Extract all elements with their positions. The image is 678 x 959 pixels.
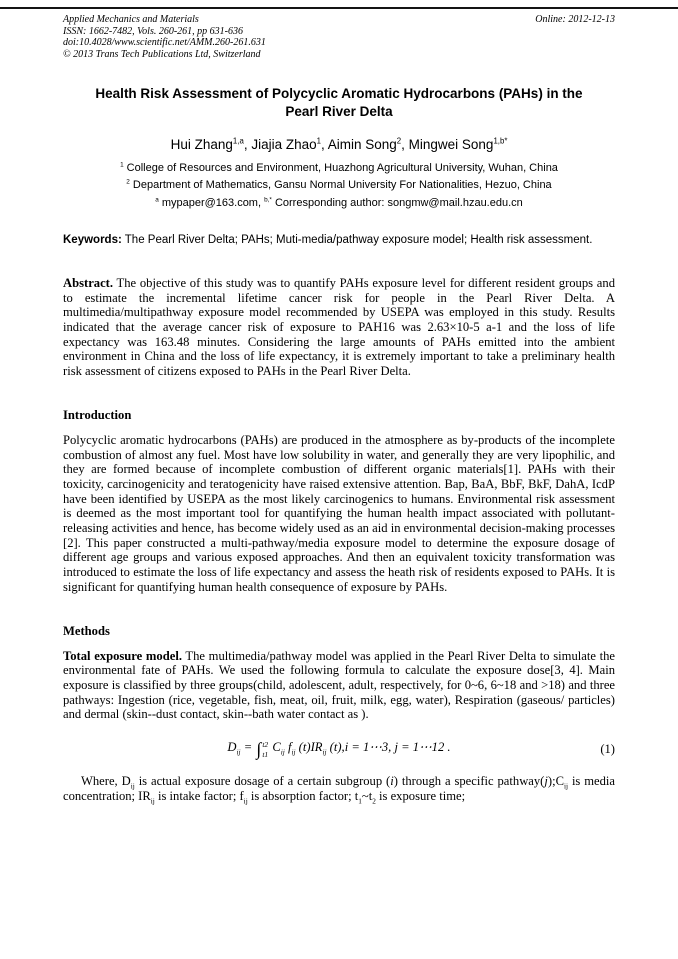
- eq-of-t: (t),: [326, 740, 345, 755]
- eq-indices: i = 1⋯3, j = 1⋯12 .: [344, 740, 451, 755]
- eq-of-t: (t): [295, 740, 311, 755]
- affiliation-2: [63, 179, 615, 191]
- equation-number: (1): [600, 742, 615, 757]
- journal-header: [63, 14, 615, 60]
- eq-var-IR: IR: [310, 740, 323, 755]
- integral-glyph: ∫: [256, 739, 262, 760]
- author-superscript: 1,b*: [493, 136, 508, 146]
- methods-text: The multimedia/pathway model was applied in the Pearl River Delta to simulate the environmental fate of PAHs. We used the following formula to calculate the exposure dose[3, 4]. Main exposure is classified by three groups(child, adolescent, adult, respectively, for 0~6, 6~18 and >18) and three pathways: Ingestion (rice, vegetable, fish, meat, oil, fruit, milk, egg, water), Respiration (gaseous/ particles) and dermal (skin--dust contact, skin--bath water contact as ).: [63, 648, 615, 722]
- affiliations-block: [63, 162, 615, 209]
- paper-title: Health Risk Assessment of Polycyclic Aromatic Hydrocarbons (PAHs) in the Pearl River Delta: [95, 86, 583, 119]
- subscript: ij: [236, 747, 241, 757]
- abstract-text: The objective of this study was to quantify PAHs exposure level for different resident groups and to estimate the incremental lifetime cancer risk for people in the Pearl River Delta. A multimedia/multipathway exposure model recommended by USEPA was employed in this study. Results indicated that the average cancer risk of exposure to PAH16 was 2.63×10-5 a-1 and the loss of life expectancy was 163.48 minutes. Considering the large amounts of PAHs emitted into the ambient environment in China and the loss of life expectancy, it is extremely important to take a preliminary health risk assessment of citizens exposed to PAHs in the Pearl River Delta.: [63, 275, 615, 379]
- subscript: ij: [130, 781, 135, 791]
- author-name: Hui Zhang: [170, 137, 233, 153]
- text-segment: is media concentration; IR: [63, 774, 616, 803]
- subscript: 1: [358, 796, 362, 806]
- corresponding-author-text: Corresponding author: songmw@mail.hzau.edu.cn: [271, 197, 523, 210]
- var-j: j: [544, 774, 548, 789]
- eq-var-D: D: [227, 740, 237, 755]
- email-marker-a: a: [155, 196, 159, 204]
- affiliation-1: [63, 162, 615, 174]
- abstract-block: [63, 276, 615, 379]
- emails-line: [63, 197, 615, 209]
- subscript: 2: [372, 796, 376, 806]
- text-segment: Where, D: [81, 774, 131, 789]
- issn-line: ISSN: 1662-7482, Vols. 260-261, pp 631-636: [63, 25, 243, 37]
- integral-limits: [262, 741, 268, 758]
- text-segment: is intake factor; f: [154, 788, 244, 803]
- authors-line: [63, 137, 615, 152]
- upper-limit: t2: [262, 740, 269, 750]
- email-address: mypaper@163.com,: [158, 197, 265, 210]
- copyright-line: © 2013 Trans Tech Publications Ltd, Switzerland: [63, 48, 261, 60]
- doi-line: doi:10.4028/www.scientific.net/AMM.260-261.631: [63, 37, 266, 49]
- subscript: ij: [322, 747, 327, 757]
- text-segment: is exposure time;: [375, 788, 466, 803]
- text-segment: is absorption factor; t: [247, 788, 359, 803]
- var-i: i: [390, 774, 394, 789]
- affiliation-text: Department of Mathematics, Gansu Normal University For Nationalities, Hezuo, China: [129, 179, 552, 192]
- eq-var-f: f: [284, 740, 292, 755]
- author-name: , Jiajia Zhao: [243, 137, 317, 153]
- equals-sign: =: [240, 740, 256, 755]
- introduction-paragraph: Polycyclic aromatic hydrocarbons (PAHs) are produced in the atmosphere as by-products of the incomplete combustion of almost any fuel. Most have low solubility in water, and generally they are very lipophilic, and they are formed because of incomplete combustion of different organic materials[1]. PAHs with their toxicity, carcinogenicity and teratogenicity have raised extensive attention. Bap, BaA, BbF, BkF, DahA, IcdP have been identified by USEPA as the most likely carcinogenics to humans. Environmental risk assessment is deemed as the most important tool for quantifying the human health impact associated with pollutant-releasing activities and hence, has become widely used as an aid in environmental decision-making processes [2]. This paper constructed a multi-pathway/media exposure model to determine the exposure dosage of different age groups and various exposed approaches. And then an equivalent toxicity transformation was introduced to estimate the loss of life expectancy and assess the heath risk of residents exposed to PAHs. It is significant for quantifying human health consequence of exposure by PAHs.: [63, 432, 615, 594]
- journal-header-row: [63, 14, 615, 26]
- author-superscript: 1,a: [232, 136, 244, 146]
- text-segment: is actual exposure dosage of a certain subgroup (: [134, 774, 391, 789]
- affiliation-text: College of Resources and Environment, Huazhong Agricultural University, Wuhan, China: [123, 162, 558, 175]
- abstract-label: Abstract.: [63, 275, 114, 290]
- keywords-label: Keywords:: [63, 234, 122, 247]
- where-paragraph: [63, 774, 616, 806]
- lower-limit: t1: [262, 749, 269, 759]
- keywords-block: [63, 233, 615, 248]
- methods-paragraph: [63, 649, 615, 723]
- author-superscript: 1: [316, 136, 321, 146]
- email-marker-b: b,*: [264, 196, 272, 204]
- online-date: Online: 2012-12-13: [535, 14, 615, 25]
- subscript: ij: [243, 796, 248, 806]
- subscript: ij: [291, 747, 296, 757]
- journal-name: Applied Mechanics and Materials: [63, 14, 199, 25]
- top-rule: [0, 7, 678, 9]
- author-name: , Mingwei Song: [401, 137, 494, 153]
- text-segment: ~t: [361, 788, 373, 803]
- subscript: ij: [563, 781, 569, 791]
- keywords-text: The Pearl River Delta; PAHs; Muti-media/pathway exposure model; Health risk assessment.: [121, 234, 593, 247]
- affiliation-marker: 1: [120, 161, 124, 169]
- subscript: ij: [150, 796, 155, 806]
- eq-var-C: C: [269, 740, 281, 755]
- methods-heading: Methods: [63, 623, 110, 638]
- author-name: , Aimin Song: [320, 137, 397, 153]
- equation-block: [63, 739, 615, 758]
- page-content: [63, 14, 615, 816]
- text-segment: );C: [547, 774, 564, 789]
- affiliation-marker: 2: [126, 178, 130, 186]
- introduction-heading: Introduction: [63, 407, 132, 422]
- integral-symbol: [256, 741, 268, 758]
- total-exposure-model-label: Total exposure model.: [63, 648, 182, 663]
- text-segment: ) through a specific pathway(: [393, 774, 545, 789]
- equation: [227, 739, 451, 760]
- subscript: ij: [280, 747, 285, 757]
- author-superscript: 2: [396, 136, 402, 146]
